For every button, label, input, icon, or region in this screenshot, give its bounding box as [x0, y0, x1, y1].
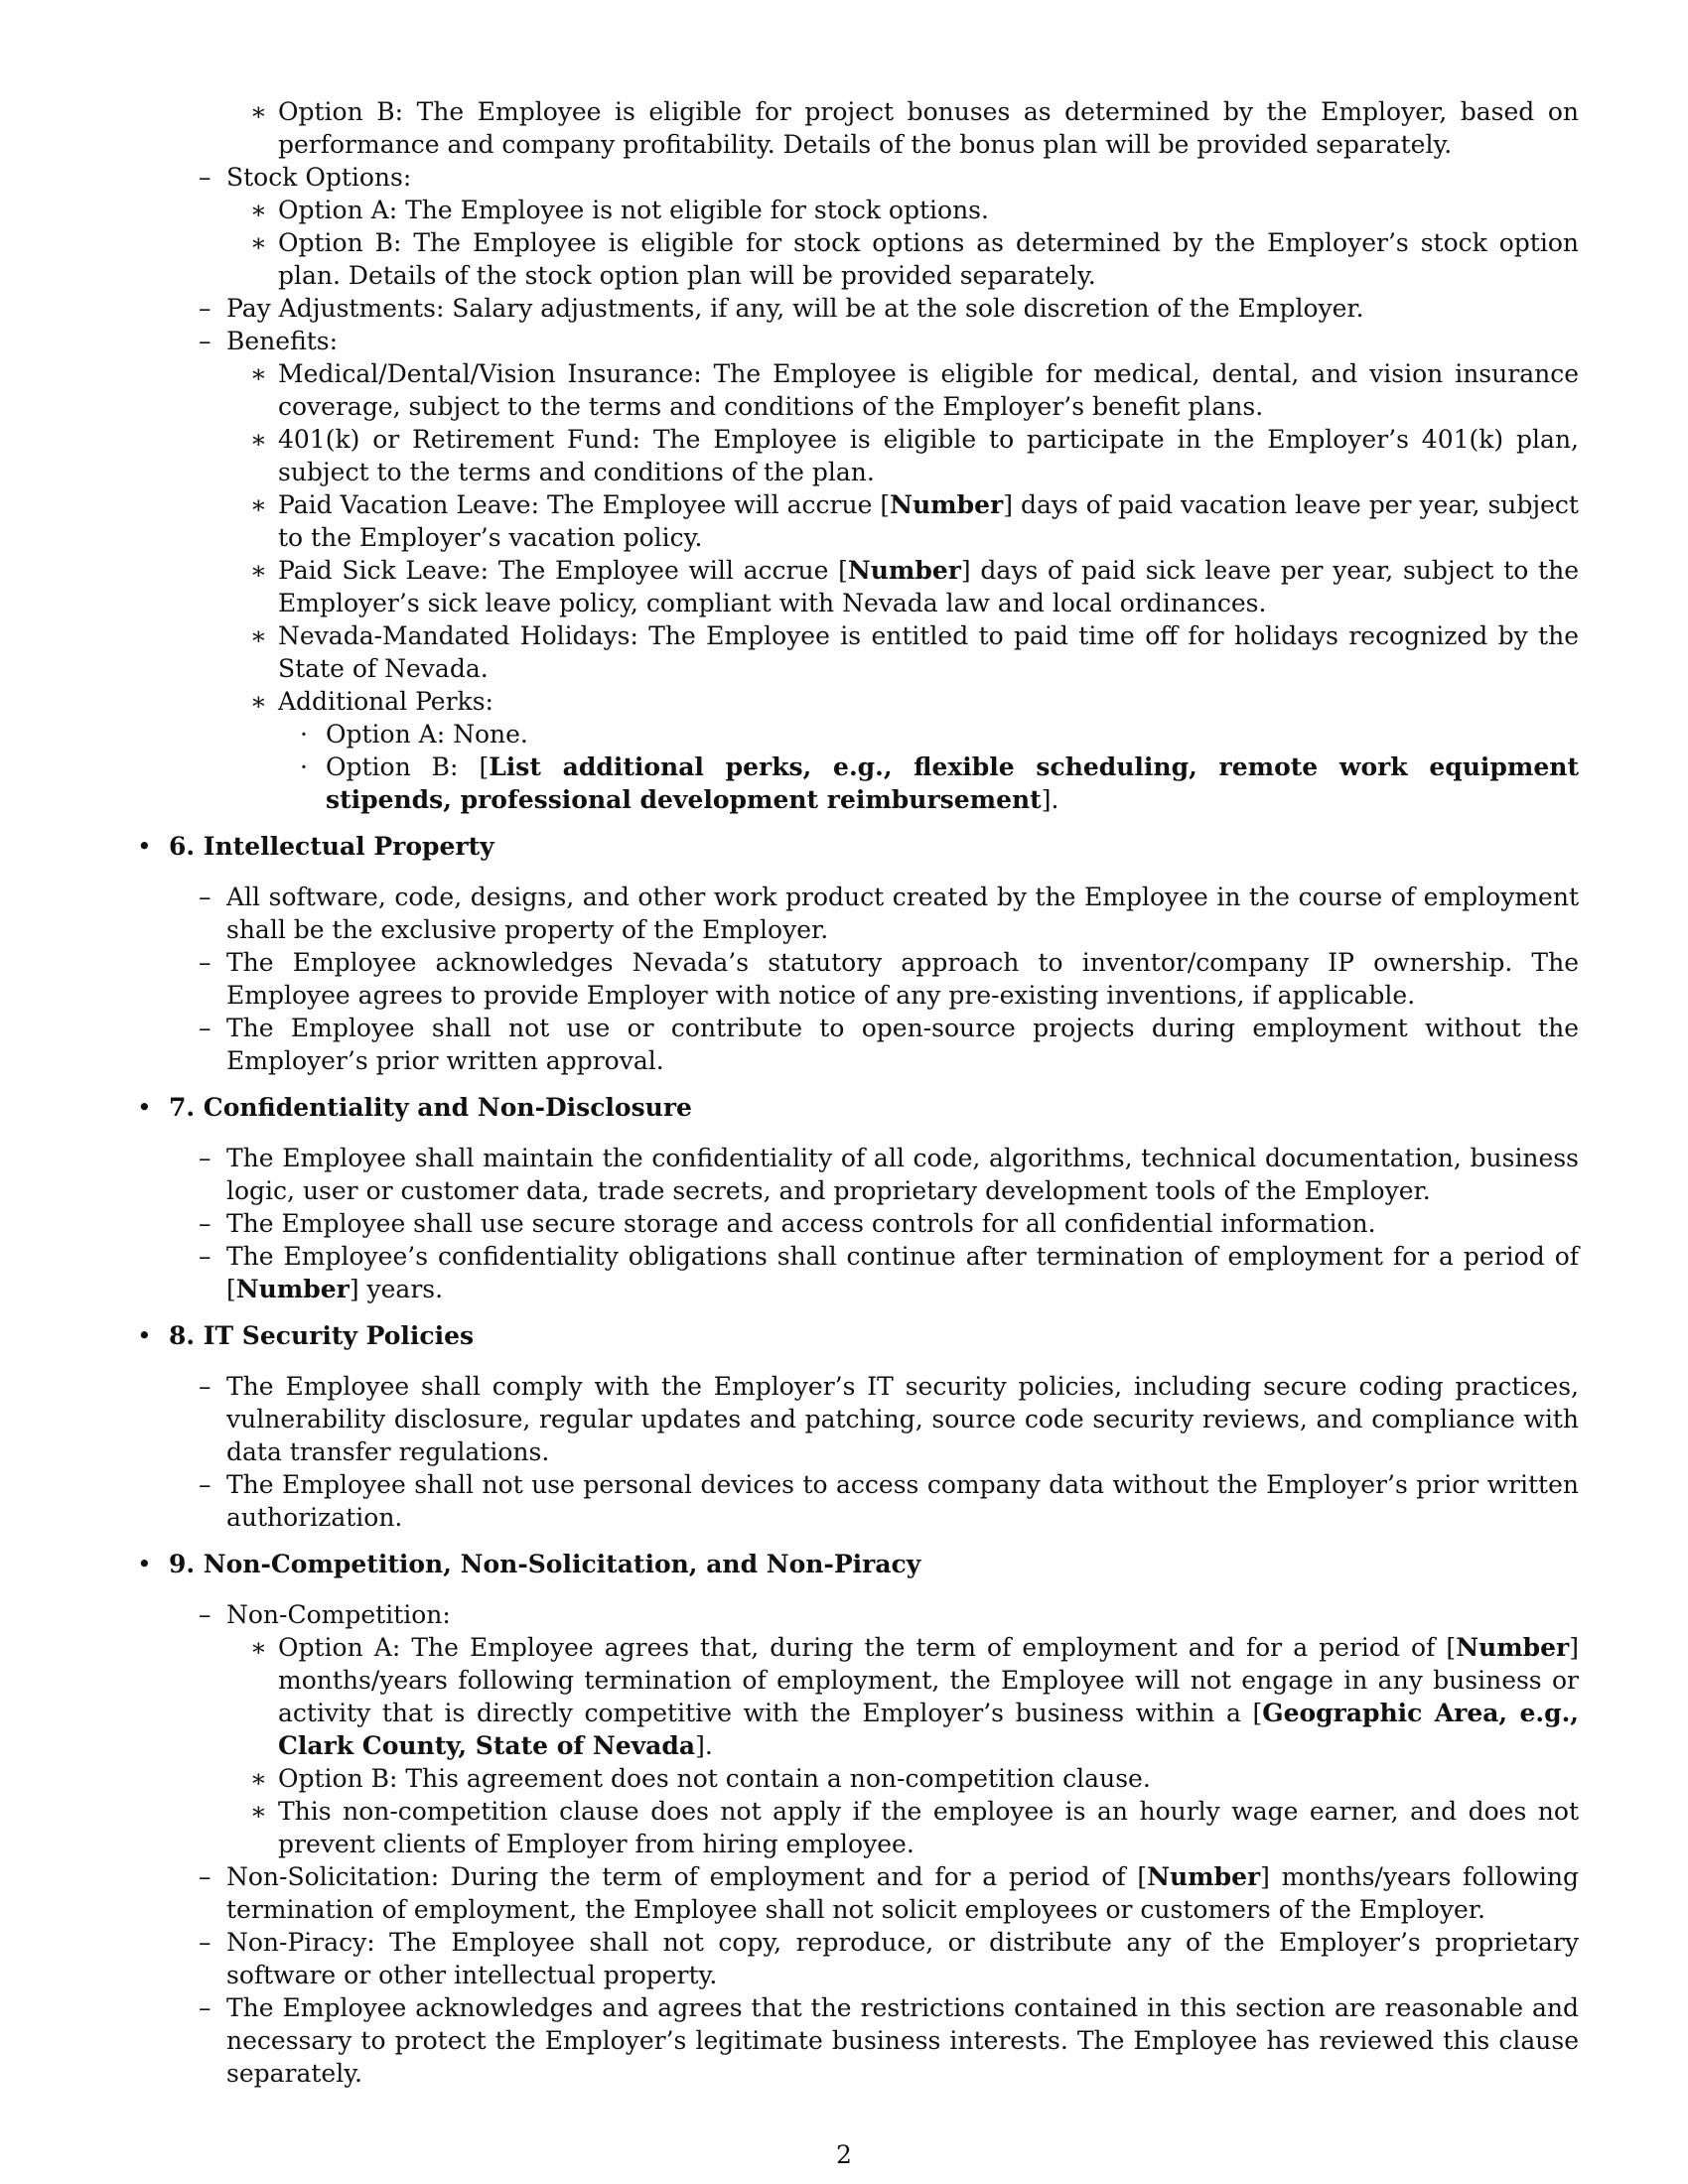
star-bullet: ∗: [250, 1797, 267, 1826]
non-competition-option-b: Option B: This agreement does not contain a non-competition clause.: [278, 1764, 1151, 1793]
sections-list: [127, 830, 1579, 2090]
text-segment: The Employee’s confidentiality obligations shall continue after termination of employment for a period of [: [226, 1242, 1579, 1303]
section-bullet: •: [137, 1093, 152, 1122]
text-segment: ].: [1041, 785, 1059, 814]
section-non-competition: [127, 1548, 1579, 2090]
placeholder-perks: List additional perks, e.g., flexible scheduling, remote work equipment stipends, professional development reimbursement: [326, 752, 1579, 814]
list-item: [250, 194, 1579, 226]
text-segment: Paid Sick Leave: The Employee will accrue [: [278, 556, 848, 585]
section-title: 7. Confidentiality and Non-Disclosure: [169, 1093, 692, 1122]
list-item: [250, 423, 1579, 488]
stock-options-list: [226, 194, 1579, 292]
list-item: [250, 685, 1579, 816]
star-bullet: ∗: [250, 687, 267, 716]
dot-bullet: ·: [300, 752, 308, 781]
section-items: [169, 881, 1579, 1077]
benefit-sick-leave: [278, 556, 1579, 617]
section-confidentiality: [127, 1091, 1579, 1305]
list-item: [250, 619, 1579, 685]
placeholder-number: Number: [847, 556, 961, 585]
placeholder-number: Number: [1147, 1862, 1261, 1891]
list-item: [199, 1240, 1579, 1305]
section-intellectual-property: [127, 830, 1579, 1077]
list-item: [199, 292, 1579, 325]
non-competition-hourly-exception: This non-competition clause does not apply if the employee is an hourly wage earner, and does not prevent clients of Employer from hiring employee.: [278, 1797, 1579, 1858]
list-item: [199, 1991, 1579, 2090]
section-title: 8. IT Security Policies: [169, 1321, 475, 1350]
list-item: [199, 1926, 1579, 1991]
list-item: [250, 226, 1579, 292]
section-bullet: •: [137, 1321, 152, 1350]
star-bullet: ∗: [250, 196, 267, 224]
benefits-list: [226, 357, 1579, 816]
non-competition-label: Non-Competition:: [226, 1600, 451, 1629]
placeholder-geographic-area: Geographic Area, e.g., Clark County, State of Nevada: [278, 1699, 1579, 1760]
section-items: [169, 1370, 1579, 1534]
list-item: [300, 751, 1579, 816]
list-item: [199, 1012, 1579, 1077]
ip-item-open-source: The Employee shall not use or contribute to open-source projects during employment without the Employer’s prior written approval.: [226, 1014, 1579, 1075]
star-bullet: ∗: [250, 1633, 267, 1662]
bonus-options-list: [226, 95, 1579, 161]
list-item: [199, 1598, 1579, 1860]
bonus-option-b: Option B: The Employee is eligible for project bonuses as determined by the Employer, based on performance and company profitability. Details of the bonus plan will be provided separately.: [278, 97, 1579, 159]
dot-bullet: ·: [300, 720, 308, 749]
benefits-label: Benefits:: [226, 327, 339, 355]
placeholder-number: Number: [1456, 1633, 1570, 1662]
stock-option-b: Option B: The Employee is eligible for stock options as determined by the Employer’s stock option plan. Details of the stock option plan will be provided separately.: [278, 228, 1579, 290]
text-segment: Paid Vacation Leave: The Employee will accrue [: [278, 490, 891, 519]
dash-bullet: –: [199, 1993, 211, 2022]
list-item: [250, 488, 1579, 554]
compensation-continuation: [199, 95, 1580, 816]
text-segment: ] days of paid sick leave per year, subject to the Employer’s sick leave policy, compliant with Nevada law and local ordinances.: [278, 556, 1580, 617]
restrictions-reasonable-item: The Employee acknowledges and agrees that the restrictions contained in this section are reasonable and necessary to protect the Employer’s legitimate business interests. The Employee has reviewed this clause separately.: [226, 1993, 1579, 2088]
list-item: [250, 357, 1579, 423]
star-bullet: ∗: [250, 97, 267, 126]
non-piracy-item: Non-Piracy: The Employee shall not copy, reproduce, or distribute any of the Employer’s proprietary software or other intellectual property.: [226, 1928, 1579, 1989]
text-segment: ].: [695, 1731, 713, 1760]
text-segment: ] days of paid vacation leave per year, subject to the Employer’s vacation policy.: [278, 490, 1579, 552]
perks-options-list: [278, 718, 1579, 816]
list-item: [199, 881, 1579, 946]
text-segment: Option B: [: [326, 752, 490, 781]
list-item: [250, 1795, 1579, 1860]
confidentiality-item-duration: [226, 1242, 1579, 1303]
dash-bullet: –: [199, 1014, 211, 1042]
section-items: [169, 1142, 1579, 1305]
dash-bullet: –: [199, 883, 211, 911]
pay-adjustments: Pay Adjustments: Salary adjustments, if any, will be at the sole discretion of the Employer.: [226, 294, 1364, 323]
star-bullet: ∗: [250, 425, 267, 454]
page-number: 2: [836, 2140, 852, 2169]
section-title: 6. Intellectual Property: [169, 832, 494, 861]
non-solicitation-item: [226, 1862, 1579, 1924]
list-item: [300, 718, 1579, 751]
star-bullet: ∗: [250, 490, 267, 519]
security-item-devices: The Employee shall not use personal devices to access company data without the Employer’s prior written authorization.: [226, 1470, 1579, 1532]
dash-bullet: –: [199, 1928, 211, 1957]
stock-options-label: Stock Options:: [226, 163, 412, 192]
confidentiality-item-scope: The Employee shall maintain the confidentiality of all code, algorithms, technical documentation, business logic, user or customer data, trade secrets, and proprietary development tools of the Employer.: [226, 1144, 1579, 1205]
document-body: [127, 95, 1579, 2090]
list-item: [250, 1762, 1579, 1795]
section-bullet: •: [137, 1550, 152, 1578]
section-bullet: •: [137, 832, 152, 861]
benefit-retirement: 401(k) or Retirement Fund: The Employee is eligible to participate in the Employer’s 401(k) plan, subject to the terms and conditions of the plan.: [278, 425, 1579, 486]
dash-bullet: –: [199, 1600, 211, 1629]
star-bullet: ∗: [250, 359, 267, 388]
placeholder-number: Number: [235, 1275, 350, 1303]
star-bullet: ∗: [250, 621, 267, 650]
benefit-medical: Medical/Dental/Vision Insurance: The Employee is eligible for medical, dental, and vision insurance coverage, subject to the terms and conditions of the Employer’s benefit plans.: [278, 359, 1579, 421]
section-it-security: [127, 1319, 1579, 1534]
section-title: 9. Non-Competition, Non-Solicitation, and Non-Piracy: [169, 1550, 921, 1578]
ip-item-nevada: The Employee acknowledges Nevada’s statutory approach to inventor/company IP ownership. The Employee agrees to provide Employer with notice of any pre-existing inventions, if applicable.: [226, 948, 1579, 1010]
non-competition-option-a: [278, 1633, 1579, 1760]
dash-bullet: –: [199, 327, 211, 355]
list-item: [199, 1142, 1579, 1207]
star-bullet: ∗: [250, 228, 267, 257]
perks-option-b: [326, 752, 1579, 814]
dash-bullet: –: [199, 1242, 211, 1271]
benefit-holidays: Nevada-Mandated Holidays: The Employee is entitled to paid time off for holidays recognized by the State of Nevada.: [278, 621, 1579, 683]
text-segment: ] months/years following termination of employment, the Employee will not engage in any business or activity that is directly competitive with the Employer’s business within a [: [278, 1633, 1579, 1727]
star-bullet: ∗: [250, 556, 267, 585]
placeholder-number: Number: [890, 490, 1004, 519]
dash-bullet: –: [199, 1372, 211, 1401]
text-segment: ] months/years following termination of employment, the Employee shall not solicit employees or customers of the Employer.: [226, 1862, 1579, 1924]
additional-perks-label: Additional Perks:: [278, 687, 493, 716]
dash-bullet: –: [199, 1862, 211, 1891]
list-item: [199, 1468, 1579, 1534]
list-item: [199, 946, 1579, 1012]
text-segment: ] years.: [349, 1275, 444, 1303]
list-item: [250, 1631, 1579, 1762]
perks-option-a: Option A: None.: [326, 720, 528, 749]
compensation-list: [199, 161, 1580, 816]
list-item: [250, 95, 1579, 161]
dash-bullet: –: [199, 294, 211, 323]
list-item: [199, 1207, 1579, 1240]
ip-item-ownership: All software, code, designs, and other work product created by the Employee in the course of employment shall be the exclusive property of the Employer.: [226, 883, 1579, 944]
list-item: [250, 554, 1580, 619]
list-item: [199, 161, 1579, 292]
benefit-vacation: [278, 490, 1579, 552]
list-item: [199, 325, 1580, 816]
star-bullet: ∗: [250, 1764, 267, 1793]
dash-bullet: –: [199, 1144, 211, 1172]
text-segment: Option A: The Employee agrees that, during the term of employment and for a period of [: [278, 1633, 1457, 1662]
dash-bullet: –: [199, 163, 211, 192]
dash-bullet: –: [199, 1209, 211, 1238]
list-item: [199, 1860, 1579, 1926]
dash-bullet: –: [199, 1470, 211, 1499]
section-items: [169, 1598, 1579, 2090]
non-competition-options: [226, 1631, 1579, 1860]
dash-bullet: –: [199, 948, 211, 977]
security-item-policies: The Employee shall comply with the Employer’s IT security policies, including secure coding practices, vulnerability disclosure, regular updates and patching, source code security reviews, and compliance with data transfer regulations.: [226, 1372, 1579, 1466]
list-item: [199, 1370, 1579, 1468]
text-segment: Non-Solicitation: During the term of employment and for a period of [: [226, 1862, 1148, 1891]
stock-option-a: Option A: The Employee is not eligible for stock options.: [278, 196, 989, 224]
confidentiality-item-storage: The Employee shall use secure storage and access controls for all confidential information.: [226, 1209, 1376, 1238]
